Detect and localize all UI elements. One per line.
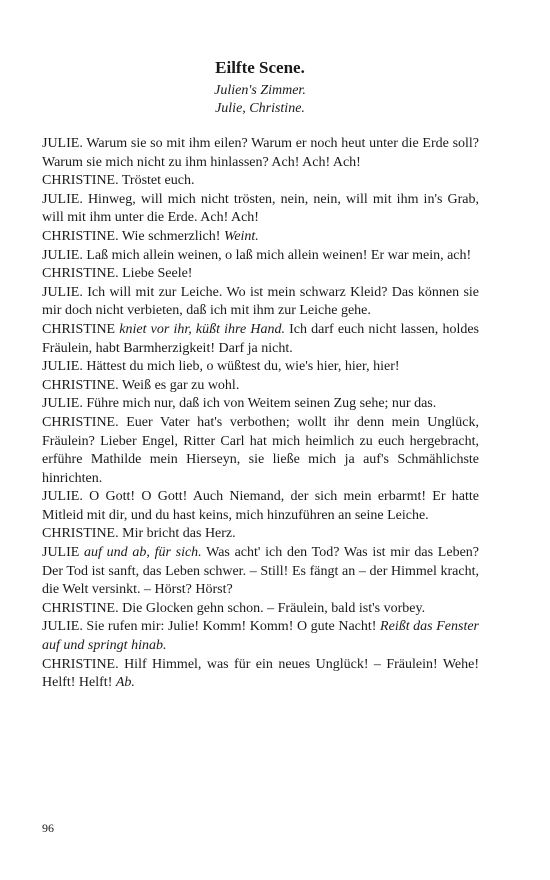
dialogue-line (42, 135, 479, 172)
speaker-name: CHRISTINE. (42, 228, 119, 244)
dialogue-line (42, 247, 479, 266)
speech-text: Die Glocken gehn schon. – Fräulein, bald ist's vorbey. (122, 600, 426, 616)
speech-text: Weiß es gar zu wohl. (121, 377, 240, 393)
dialogue-line (42, 284, 479, 321)
dialogue-line (42, 377, 479, 396)
speech-text: Mir bricht das Herz. (122, 526, 236, 542)
stage-direction: Weint. (223, 228, 259, 244)
dialogue-text (42, 135, 479, 693)
dialogue-line (42, 172, 479, 191)
speech-text: Ich darf euch nicht lassen, holdes Fräulein, habt Barmherzigkeit! Darf ja nicht. (42, 321, 479, 356)
speaker-name: JULIE. (42, 619, 83, 635)
stage-direction: kniet vor ihr, küßt ihre Hand. (119, 321, 285, 337)
speaker-name: JULIE. (42, 247, 83, 263)
speech-text: Sie rufen mir: Julie! Komm! Komm! O gute Nacht! (86, 619, 381, 635)
dialogue-line (42, 656, 479, 693)
speech-text: Hinweg, will mich nicht trösten, nein, nein, will mit ihm in's Grab, will mit ihm unter die Erde. Ach! Ach! (42, 191, 480, 226)
speaker-name: CHRISTINE. (42, 377, 119, 393)
dialogue-line (42, 488, 479, 525)
speech-text: Hilf Himmel, was für ein neues Unglück! – Fräulein! Wehe! Helft! Helft! (42, 656, 480, 691)
stage-direction: auf und ab, für sich. (84, 545, 202, 561)
speech-text: Laß mich allein weinen, o laß mich allein weinen! Er war mein, ach! (86, 247, 472, 263)
page-number: 96 (42, 821, 54, 835)
stage-direction: Ab. (115, 675, 135, 691)
speech-text: Euer Vater hat's verbothen; wollt ihr denn mein Unglück, Fräulein? Lieber Engel, Ritter Carl hat mich heimlich zu euch hergebracht, erführe Mathilde mein Hierseyn, sie ließe mich ja auf's Schmählichste hinrichten. (42, 414, 479, 486)
speaker-name: CHRISTINE. (42, 414, 119, 430)
speaker-name: CHRISTINE. (42, 266, 119, 282)
dialogue-line (42, 395, 479, 414)
dialogue-line (42, 191, 479, 228)
dialogue-line (42, 544, 479, 600)
speech-text: Tröstet euch. (121, 173, 195, 189)
dialogue-line (42, 618, 479, 655)
speaker-name: CHRISTINE. (42, 173, 119, 189)
scene-location: Julien's Zimmer. (214, 83, 306, 98)
dialogue-line (42, 321, 479, 358)
speech-text: Ich will mit zur Leiche. Wo ist mein schwarz Kleid? Das können sie mir doch nicht verbieten, daß ich mit ihm zur Leiche gehe. (42, 284, 480, 319)
speaker-name: CHRISTINE. (42, 656, 119, 672)
scene-title: Eilfte Scene. (215, 58, 305, 77)
speaker-name: CHRISTINE (42, 321, 116, 337)
speech-text: Was acht' ich den Tod? Was ist mir das Leben? Der Tod ist sanft, das Leben schwer. – Still! Es fängt an – der Himmel kracht, die Welt versinkt. – Hörst? Hörst? (42, 545, 479, 598)
speech-text: Wie schmerzlich! (121, 228, 224, 244)
speech-text: O Gott! O Gott! Auch Niemand, der sich mein erbarmt! Er hatte Mitleid mit dir, und du hast keins, mich hinzuführen an seine Leiche. (42, 489, 480, 523)
dialogue-line (42, 228, 479, 247)
speech-text: Liebe Seele! (122, 266, 193, 282)
speaker-name: JULIE. (42, 284, 83, 300)
dialogue-line (42, 414, 479, 488)
speech-text: Führe mich nur, daß ich von Weitem seinen Zug sehe; nur das. (86, 396, 437, 412)
speaker-name: CHRISTINE. (42, 600, 119, 616)
stage-direction: Reißt das Fenster auf und springt hinab. (42, 619, 479, 654)
speaker-name: JULIE. (42, 191, 83, 207)
speech-text: Warum sie so mit ihm eilen? Warum er noch heut unter die Erde soll? Warum sie mich nicht zu ihm hinlassen? Ach! Ach! Ach! (42, 136, 480, 170)
dialogue-line (42, 358, 479, 377)
speech-text: Hättest du mich lieb, o wüßtest du, wie's hier, hier, hier! (86, 359, 400, 375)
dialogue-line (42, 525, 479, 544)
speaker-name: JULIE. (42, 359, 83, 375)
speaker-name: JULIE (42, 545, 80, 561)
speaker-name: JULIE. (42, 489, 83, 505)
speaker-name: CHRISTINE. (42, 526, 119, 542)
dialogue-line (42, 265, 479, 284)
speaker-name: JULIE. (42, 396, 83, 412)
scene-characters: Julie, Christine. (215, 101, 305, 116)
dialogue-line (42, 600, 479, 619)
speaker-name: JULIE. (42, 136, 83, 151)
